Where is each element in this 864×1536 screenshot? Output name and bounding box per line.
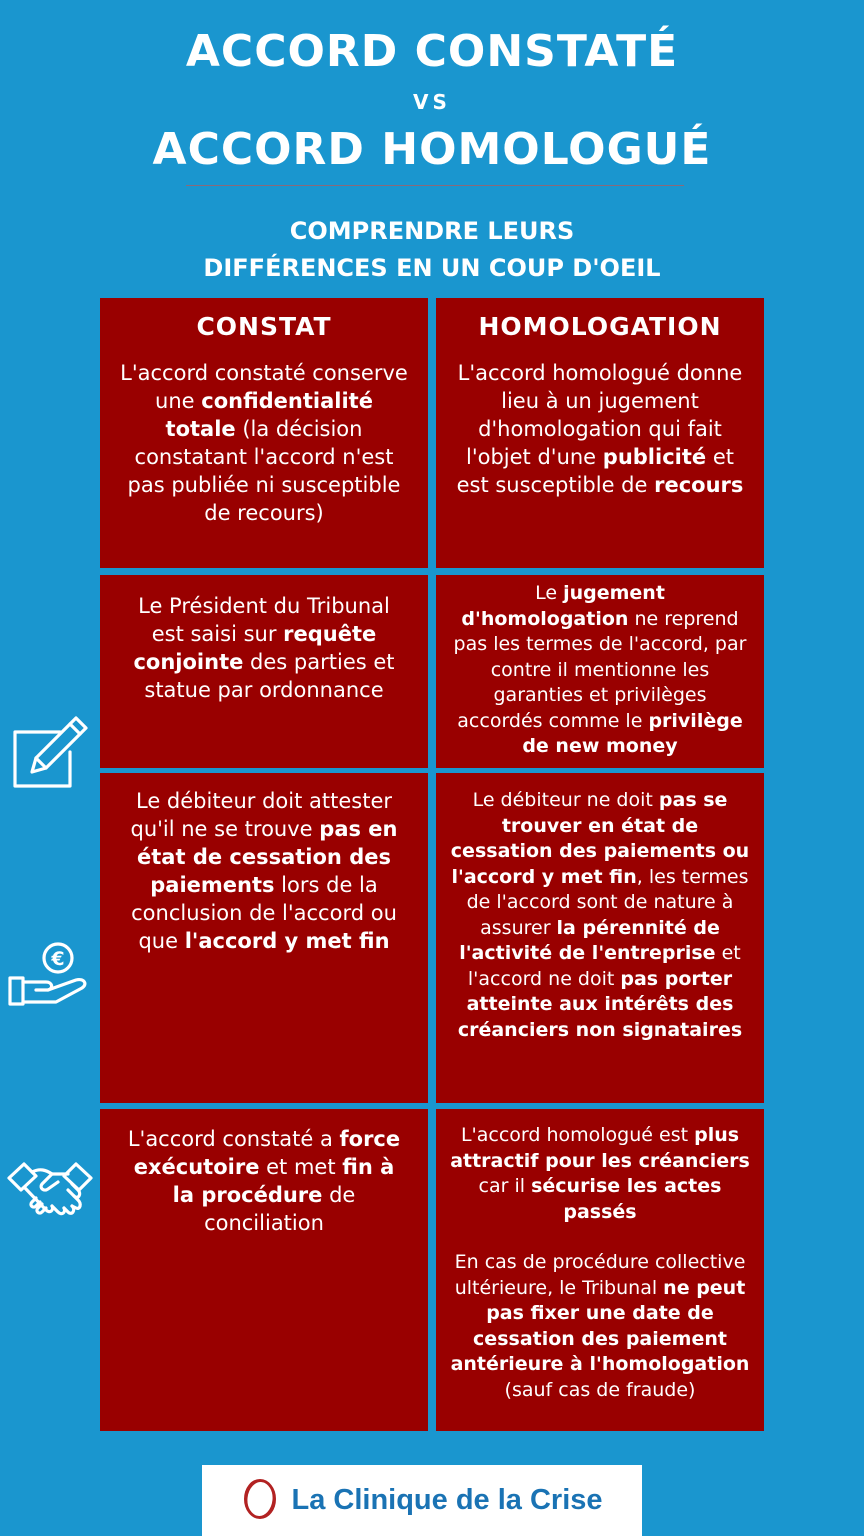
cell-homologation-publicity <box>436 298 764 568</box>
column-header-homologation: HOMOLOGATION <box>478 312 722 341</box>
cell-constat-confidentiality <box>100 298 428 568</box>
euro-hand-icon <box>6 940 96 1014</box>
column-header-constat: CONSTAT <box>196 312 332 341</box>
subtitle-line-1: COMPRENDRE LEURS <box>289 217 575 245</box>
logo-ring-icon <box>241 1476 279 1526</box>
handshake-icon <box>6 1158 94 1238</box>
main-title-constat: ACCORD CONSTATÉ <box>185 26 679 77</box>
cell-homologation-attractif <box>436 1109 764 1431</box>
cell-homologation-jugement <box>436 575 764 768</box>
footer-logo <box>202 1465 642 1536</box>
constat-force-text: L'accord constaté a force exécutoire et met fin à la procédure de conciliation <box>127 1127 401 1235</box>
cell-constat-force <box>100 1109 428 1431</box>
title-divider <box>186 185 684 186</box>
homologation-fraude-text: En cas de procédure collective ultérieure, le Tribunal ne peut pas fixer une date de cessation des paiement antérieure à l'homologation (sauf cas de fraude) <box>450 1251 750 1401</box>
constat-requete-text: Le Président du Tribunal est saisi sur requête conjointe des parties et statue par ordonnance <box>133 594 395 702</box>
cell-homologation-cessation <box>436 773 764 1103</box>
homologation-jugement-text: Le jugement d'homologation ne reprend pas les termes de l'accord, par contre il mentionne les garanties et privilèges accordés comme le privilège de new money <box>453 582 747 757</box>
constat-confidentiality-text: L'accord constaté conserve une confidentialité totale (la décision constatant l'accord n'est pas publiée ni susceptible de recours) <box>120 361 408 525</box>
constat-cessation-text: Le débiteur doit attester qu'il ne se trouve pas en état de cessation des paiements lors de la conclusion de l'accord ou que l'accord y met fin <box>130 789 398 953</box>
subtitle-line-2: DIFFÉRENCES EN UN COUP D'OEIL <box>203 254 661 282</box>
homologation-attractif-text: L'accord homologué est plus attractif pour les créanciers car il sécurise les actes passés <box>450 1124 750 1223</box>
svg-text:€: € <box>51 948 65 970</box>
homologation-publicity-text: L'accord homologué donne lieu à un jugement d'homologation qui fait l'objet d'une publicité et est susceptible de recours <box>456 361 744 497</box>
cell-constat-requete <box>100 575 428 768</box>
versus-label: VS <box>413 90 451 114</box>
main-title-homologue: ACCORD HOMOLOGUÉ <box>152 124 712 175</box>
logo-text: La Clinique de la Crise <box>291 1484 603 1516</box>
edit-icon <box>10 714 90 794</box>
homologation-cessation-text: Le débiteur ne doit pas se trouver en état de cessation des paiements ou l'accord y met fin, les termes de l'accord sont de nature à assurer la pérennité de l'activité de l'entreprise et l'accord ne doit pas porter atteinte aux intérêts des créanciers non signataires <box>450 789 750 1041</box>
cell-constat-cessation <box>100 773 428 1103</box>
subtitle <box>0 213 864 287</box>
